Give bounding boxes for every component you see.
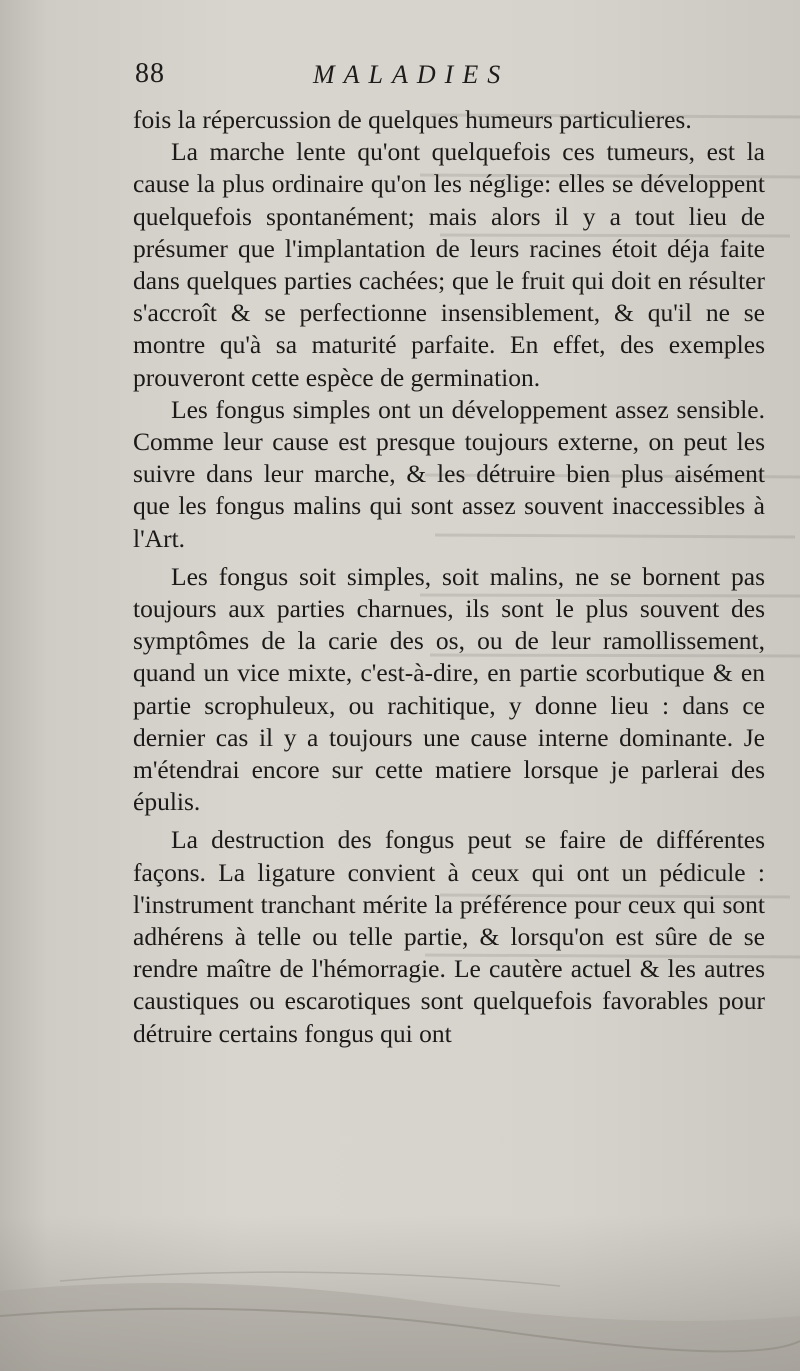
page-fold-decoration [0, 1261, 800, 1371]
paragraph: La destruction des fongus peut se faire de différentes façons. La ligature convient à ceux qui ont un pédicule : l'instrument tranchant mérite la préférence pour ceux qui sont adhérens à telle ou telle partie, & lorsqu'on est sûre de se rendre maître de l'hémorragie. Le cautère actuel & les autres caustiques ou escarotiques sont quelquefois favorables pour détruire certains fongus qui ont [133, 825, 765, 1048]
page-header [135, 58, 765, 98]
paragraph: La marche lente qu'ont quelquefois ces tumeurs, est la cause la plus ordinaire qu'on les néglige: elles se développent quelquefois spontanément; mais alors il y a tout lieu de présumer que l'implantation de leurs racines étoit déja faite dans quelques parties cachées; que le fruit qui doit en résulter s'accroît & se perfectionne insensiblement, & qu'il ne se montre qu'à sa maturité parfaite. En effet, des exemples prouveront cette espèce de germination. [133, 137, 765, 392]
page-number: 88 [135, 58, 165, 89]
paragraph: Les fongus soit simples, soit malins, ne se bornent pas toujours aux parties charnues, ils sont le plus souvent des symptômes de la carie des os, ou de leur ramollissement, quand un vice mixte, c'est-à-dire, en partie scorbutique & en partie scrophuleux, ou rachitique, y donne lieu : dans ce dernier cas il y a toujours une cause interne dominante. Je m'étendrai encore sur cette matiere lorsque je parlerai des épulis. [133, 561, 765, 817]
body-text [133, 104, 765, 1050]
paragraph-continuation: fois la répercussion de quelques humeurs particulieres. [133, 105, 692, 134]
paragraph: Les fongus simples ont un développement assez sensible. Comme leur cause est presque toujours externe, on peut les suivre dans leur marche, & les détruire bien plus aisément que les fongus malins qui sont assez souvent inaccessibles à l'Art. [133, 394, 765, 553]
running-head: MALADIES [313, 60, 510, 89]
